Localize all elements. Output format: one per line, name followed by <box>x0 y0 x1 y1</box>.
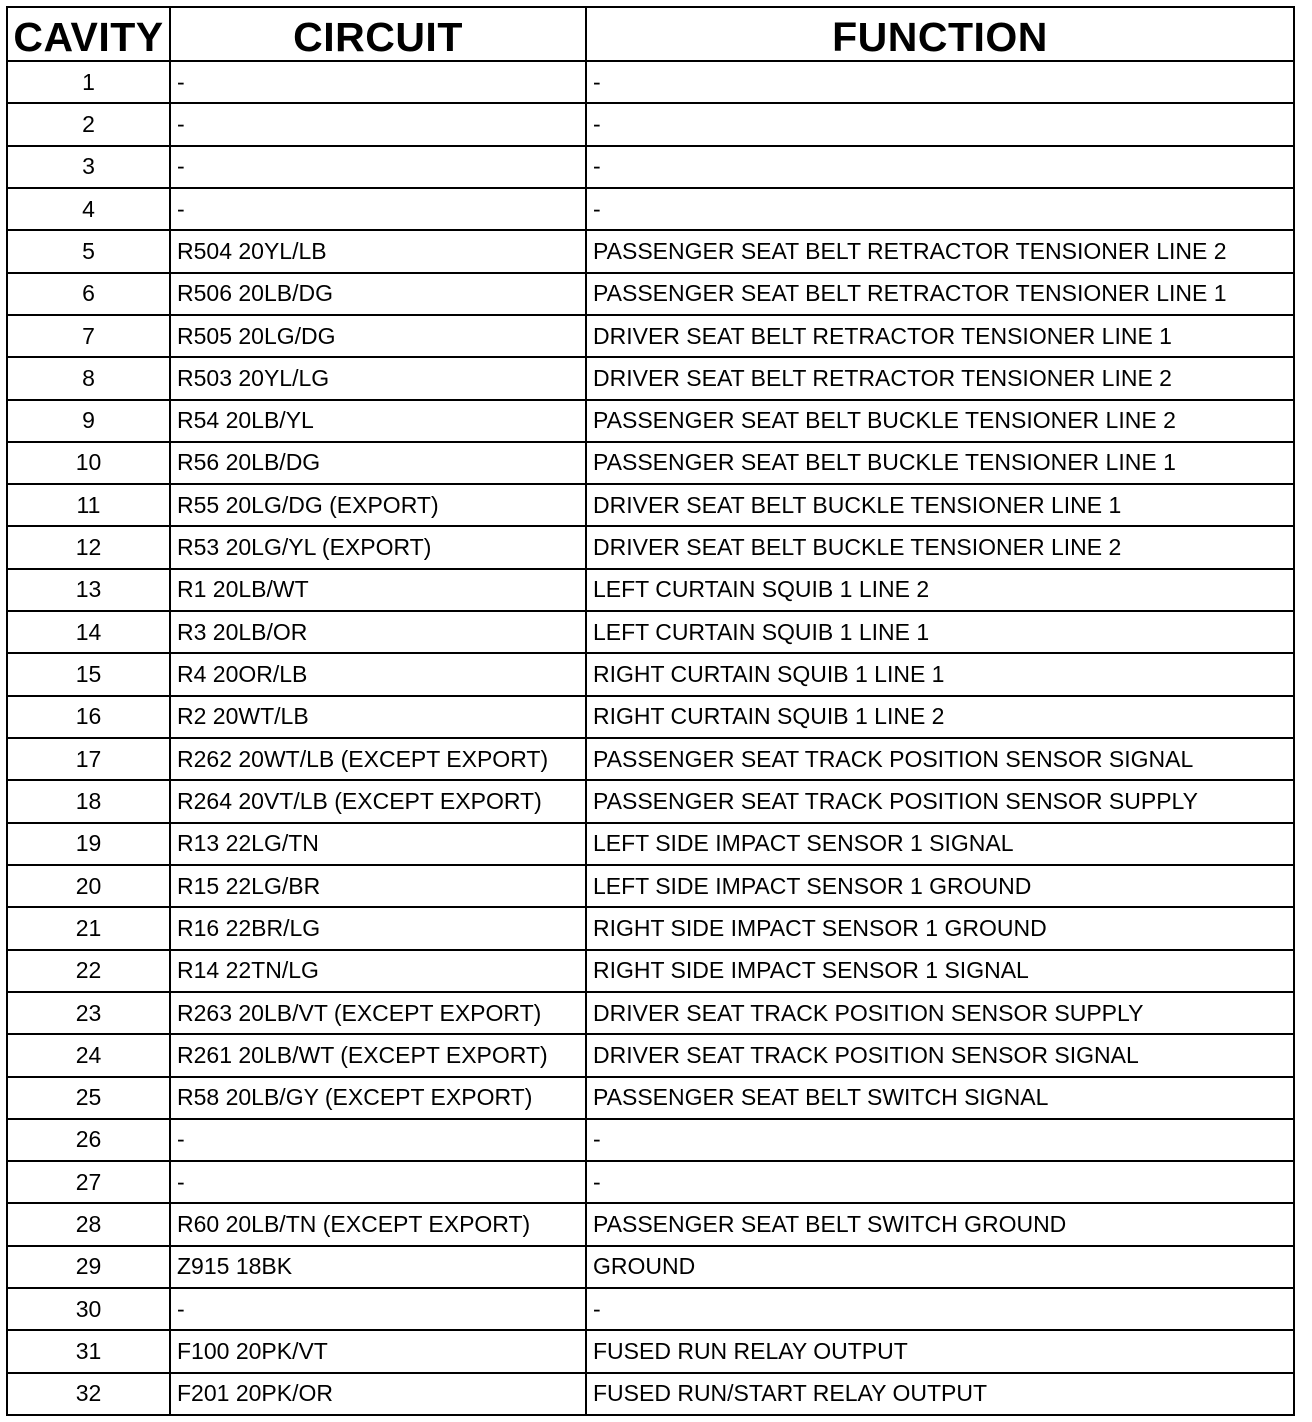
function-cell: DRIVER SEAT TRACK POSITION SENSOR SUPPLY <box>586 992 1294 1034</box>
cavity-cell: 1 <box>7 61 170 103</box>
table-row <box>7 1288 1294 1330</box>
table-row <box>7 865 1294 907</box>
cavity-cell: 13 <box>7 569 170 611</box>
function-cell: PASSENGER SEAT TRACK POSITION SENSOR SIGNAL <box>586 738 1294 780</box>
table-row <box>7 992 1294 1034</box>
cavity-cell: 27 <box>7 1161 170 1203</box>
cavity-cell: 29 <box>7 1246 170 1288</box>
cavity-cell: 24 <box>7 1034 170 1076</box>
table-row <box>7 61 1294 103</box>
function-cell: LEFT SIDE IMPACT SENSOR 1 GROUND <box>586 865 1294 907</box>
cavity-cell: 20 <box>7 865 170 907</box>
cavity-cell: 26 <box>7 1119 170 1161</box>
table-header <box>7 7 1294 61</box>
function-cell: - <box>586 188 1294 230</box>
cavity-cell: 3 <box>7 146 170 188</box>
table-row <box>7 1077 1294 1119</box>
cavity-cell: 28 <box>7 1203 170 1245</box>
cavity-cell: 30 <box>7 1288 170 1330</box>
table-row <box>7 400 1294 442</box>
function-cell: DRIVER SEAT BELT RETRACTOR TENSIONER LINE 1 <box>586 315 1294 357</box>
cavity-cell: 14 <box>7 611 170 653</box>
table-row <box>7 484 1294 526</box>
function-cell: PASSENGER SEAT BELT SWITCH SIGNAL <box>586 1077 1294 1119</box>
cavity-cell: 22 <box>7 950 170 992</box>
function-cell: RIGHT SIDE IMPACT SENSOR 1 GROUND <box>586 907 1294 949</box>
table-row <box>7 611 1294 653</box>
circuit-cell: R504 20YL/LB <box>170 230 586 272</box>
cavity-cell: 6 <box>7 273 170 315</box>
function-cell: - <box>586 1161 1294 1203</box>
cavity-cell: 15 <box>7 653 170 695</box>
circuit-cell: R261 20LB/WT (EXCEPT EXPORT) <box>170 1034 586 1076</box>
circuit-cell: R14 22TN/LG <box>170 950 586 992</box>
circuit-cell: R13 22LG/TN <box>170 823 586 865</box>
circuit-cell: R1 20LB/WT <box>170 569 586 611</box>
circuit-cell: R264 20VT/LB (EXCEPT EXPORT) <box>170 780 586 822</box>
table-row <box>7 738 1294 780</box>
cavity-cell: 23 <box>7 992 170 1034</box>
circuit-cell: R60 20LB/TN (EXCEPT EXPORT) <box>170 1203 586 1245</box>
table-row <box>7 188 1294 230</box>
cavity-column-header: CAVITY <box>7 7 170 61</box>
function-cell: PASSENGER SEAT BELT BUCKLE TENSIONER LINE 2 <box>586 400 1294 442</box>
cavity-cell: 17 <box>7 738 170 780</box>
function-cell: PASSENGER SEAT BELT RETRACTOR TENSIONER LINE 2 <box>586 230 1294 272</box>
circuit-cell: F201 20PK/OR <box>170 1373 586 1415</box>
table-row <box>7 103 1294 145</box>
cavity-cell: 2 <box>7 103 170 145</box>
function-cell: FUSED RUN RELAY OUTPUT <box>586 1330 1294 1372</box>
table-row <box>7 315 1294 357</box>
table-row <box>7 146 1294 188</box>
function-cell: RIGHT SIDE IMPACT SENSOR 1 SIGNAL <box>586 950 1294 992</box>
circuit-column-header: CIRCUIT <box>170 7 586 61</box>
cavity-cell: 31 <box>7 1330 170 1372</box>
table-row <box>7 696 1294 738</box>
circuit-cell: - <box>170 61 586 103</box>
function-cell: GROUND <box>586 1246 1294 1288</box>
cavity-cell: 7 <box>7 315 170 357</box>
function-cell: PASSENGER SEAT BELT RETRACTOR TENSIONER LINE 1 <box>586 273 1294 315</box>
table-row <box>7 780 1294 822</box>
table-row <box>7 907 1294 949</box>
circuit-cell: R506 20LB/DG <box>170 273 586 315</box>
cavity-cell: 32 <box>7 1373 170 1415</box>
cavity-cell: 21 <box>7 907 170 949</box>
cavity-cell: 19 <box>7 823 170 865</box>
circuit-cell: R503 20YL/LG <box>170 357 586 399</box>
function-cell: DRIVER SEAT BELT RETRACTOR TENSIONER LINE 2 <box>586 357 1294 399</box>
cavity-cell: 4 <box>7 188 170 230</box>
cavity-cell: 9 <box>7 400 170 442</box>
table-row <box>7 569 1294 611</box>
table-row <box>7 1034 1294 1076</box>
function-cell: DRIVER SEAT BELT BUCKLE TENSIONER LINE 2 <box>586 526 1294 568</box>
circuit-cell: R505 20LG/DG <box>170 315 586 357</box>
circuit-cell: R2 20WT/LB <box>170 696 586 738</box>
table-row <box>7 526 1294 568</box>
table-row <box>7 357 1294 399</box>
header-row <box>7 7 1294 61</box>
cavity-cell: 5 <box>7 230 170 272</box>
function-column-header: FUNCTION <box>586 7 1294 61</box>
function-cell: PASSENGER SEAT BELT BUCKLE TENSIONER LINE 1 <box>586 442 1294 484</box>
function-cell: - <box>586 1119 1294 1161</box>
circuit-cell: F100 20PK/VT <box>170 1330 586 1372</box>
circuit-cell: - <box>170 188 586 230</box>
circuit-cell: - <box>170 1119 586 1161</box>
cavity-cell: 11 <box>7 484 170 526</box>
function-cell: RIGHT CURTAIN SQUIB 1 LINE 1 <box>586 653 1294 695</box>
circuit-cell: R4 20OR/LB <box>170 653 586 695</box>
circuit-cell: R55 20LG/DG (EXPORT) <box>170 484 586 526</box>
function-cell: LEFT CURTAIN SQUIB 1 LINE 1 <box>586 611 1294 653</box>
connector-pinout-table <box>6 6 1295 1416</box>
cavity-cell: 8 <box>7 357 170 399</box>
cavity-cell: 16 <box>7 696 170 738</box>
table-row <box>7 1203 1294 1245</box>
table-row <box>7 653 1294 695</box>
cavity-cell: 12 <box>7 526 170 568</box>
table-row <box>7 1330 1294 1372</box>
table-body <box>7 61 1294 1415</box>
table-row <box>7 823 1294 865</box>
cavity-cell: 25 <box>7 1077 170 1119</box>
circuit-cell: R3 20LB/OR <box>170 611 586 653</box>
function-cell: DRIVER SEAT TRACK POSITION SENSOR SIGNAL <box>586 1034 1294 1076</box>
function-cell: PASSENGER SEAT BELT SWITCH GROUND <box>586 1203 1294 1245</box>
function-cell: RIGHT CURTAIN SQUIB 1 LINE 2 <box>586 696 1294 738</box>
function-cell: LEFT SIDE IMPACT SENSOR 1 SIGNAL <box>586 823 1294 865</box>
function-cell: - <box>586 61 1294 103</box>
table-row <box>7 230 1294 272</box>
circuit-cell: R56 20LB/DG <box>170 442 586 484</box>
table-row <box>7 1246 1294 1288</box>
table-row <box>7 1161 1294 1203</box>
circuit-cell: - <box>170 1288 586 1330</box>
table-row <box>7 442 1294 484</box>
table-row <box>7 273 1294 315</box>
circuit-cell: - <box>170 103 586 145</box>
circuit-cell: R58 20LB/GY (EXCEPT EXPORT) <box>170 1077 586 1119</box>
table-row <box>7 950 1294 992</box>
circuit-cell: R53 20LG/YL (EXPORT) <box>170 526 586 568</box>
function-cell: - <box>586 146 1294 188</box>
circuit-cell: R54 20LB/YL <box>170 400 586 442</box>
circuit-cell: - <box>170 1161 586 1203</box>
circuit-cell: - <box>170 146 586 188</box>
cavity-cell: 10 <box>7 442 170 484</box>
table-row <box>7 1119 1294 1161</box>
function-cell: DRIVER SEAT BELT BUCKLE TENSIONER LINE 1 <box>586 484 1294 526</box>
circuit-cell: R16 22BR/LG <box>170 907 586 949</box>
function-cell: - <box>586 1288 1294 1330</box>
function-cell: - <box>586 103 1294 145</box>
function-cell: LEFT CURTAIN SQUIB 1 LINE 2 <box>586 569 1294 611</box>
cavity-cell: 18 <box>7 780 170 822</box>
circuit-cell: Z915 18BK <box>170 1246 586 1288</box>
circuit-cell: R15 22LG/BR <box>170 865 586 907</box>
circuit-cell: R262 20WT/LB (EXCEPT EXPORT) <box>170 738 586 780</box>
function-cell: FUSED RUN/START RELAY OUTPUT <box>586 1373 1294 1415</box>
function-cell: PASSENGER SEAT TRACK POSITION SENSOR SUPPLY <box>586 780 1294 822</box>
circuit-cell: R263 20LB/VT (EXCEPT EXPORT) <box>170 992 586 1034</box>
table-row <box>7 1373 1294 1415</box>
